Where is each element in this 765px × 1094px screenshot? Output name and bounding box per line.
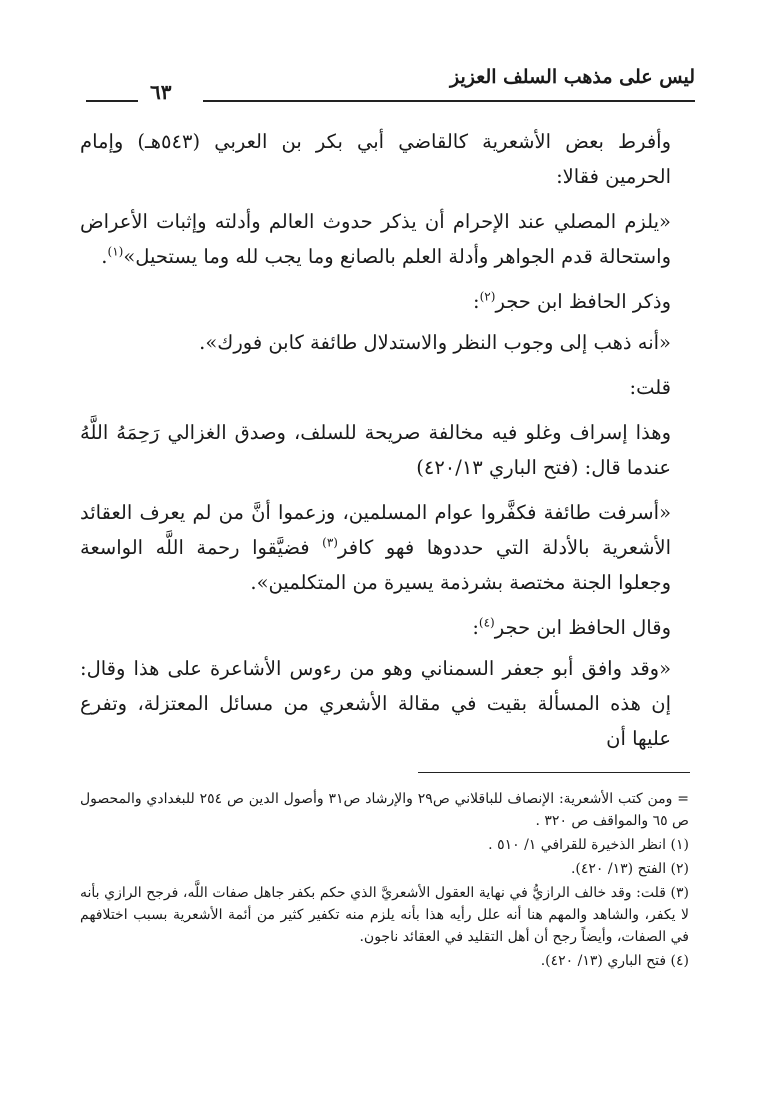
paragraph-3: [80, 284, 693, 319]
page-number-rule: [86, 100, 138, 102]
paragraph-8-text: وقال الحافظ ابن حجر: [494, 616, 671, 639]
footnote-1: (١) انظر الذخيرة للقرافي ١/ ٥١٠ .: [488, 837, 689, 853]
footnote-ref-3[interactable]: (٣): [322, 535, 338, 550]
footnote-continuation: = ومن كتب الأشعرية: الإنصاف للباقلاني ص٢٩ والإرشاد ص٣١ وأصول الدين ص ٢٥٤ للبغدادي والمحصول ص ٦٥ والمواقف ص ٣٢٠ .: [80, 791, 689, 829]
footnote-ref-4[interactable]: (٤): [478, 615, 495, 630]
paragraph-6: وهذا إسراف وغلو فيه مخالفة صريحة للسلف، وصدق الغزالي رَحِمَهُ اللَّهُ عندما قال: (فتح الباري ٤٢٠/١٣): [80, 421, 671, 479]
footnote-ref-2[interactable]: (٢): [479, 289, 496, 304]
paragraph-8: [80, 610, 693, 645]
punctuation: .: [101, 245, 108, 268]
running-header-title: ليس على مذهب السلف العزيز: [450, 66, 695, 88]
footnote-2: (٢) الفتح (١٣/ ٤٢٠).: [570, 861, 689, 877]
quote-paragraph-4: «وقد وافق أبو جعفر السمناني وهو من رءوس الأشاعرة على هذا وقال: إن هذه المسألة بقيت في مقالة الأشعري من مسائل المعتزلة، وتفرع عليها أن: [80, 657, 671, 750]
punctuation: :: [472, 616, 479, 639]
quote-text-end: فضيَّقوا رحمة اللَّه الواسعة وجعلوا الجنة مختصة بشرذمة يسيرة من المتكلمين».: [80, 536, 671, 594]
footnote-4: (٤) فتح الباري (١٣/ ٤٢٠).: [540, 953, 689, 969]
quote-paragraph-1: [80, 204, 693, 274]
page-number: ٦٣: [150, 80, 172, 104]
footnote-3: (٣) قلت: وقد خالف الرازيُّ في نهاية العقول الأشعريَّ الذي حكم بكفر جاهل صفات اللَّه، فرجح الرازي بأنه لا يكفر، والشاهد والمهم هنا أنه علل رأيه هذا بأنه يلزم منه تكفير كثير من أئمة الأشعرية بسبب اختلافهم في الصفات، وأيضاً رجح أن أهل التقليد في العقائد ناجون.: [80, 885, 689, 945]
footnote-ref-1[interactable]: (١): [107, 244, 124, 259]
footnote-separator: [418, 772, 690, 773]
quote-paragraph-2: «أنه ذهب إلى وجوب النظر والاستدلال طائفة كابن فورك».: [199, 331, 671, 354]
quote-text: «يلزم المصلي عند الإحرام أن يذكر حدوث العالم وأدلته وإثبات الأعراض واستحالة قدم الجواهر وأدلة العلم بالصانع وما يجب لله وما يستحيل»: [80, 210, 671, 268]
footnotes: [80, 788, 689, 974]
header-rule: [203, 100, 695, 102]
paragraph-3-text: وذكر الحافظ ابن حجر: [495, 290, 671, 313]
quote-text: «أسرفت طائفة فكفَّروا عوام المسلمين، وزعموا أنَّ من لم يعرف العقائد الأشعرية بالأدلة التي حددوها فهو كافر: [80, 501, 671, 559]
paragraph-qultu: قلت:: [629, 376, 671, 399]
main-text: [80, 124, 693, 766]
paragraph-1: وأفرط بعض الأشعرية كالقاضي أبي بكر بن العربي (٥٤٣هـ) وإمام الحرمين فقالا:: [80, 130, 671, 188]
punctuation: :: [473, 290, 480, 313]
quote-paragraph-3: [80, 495, 693, 600]
